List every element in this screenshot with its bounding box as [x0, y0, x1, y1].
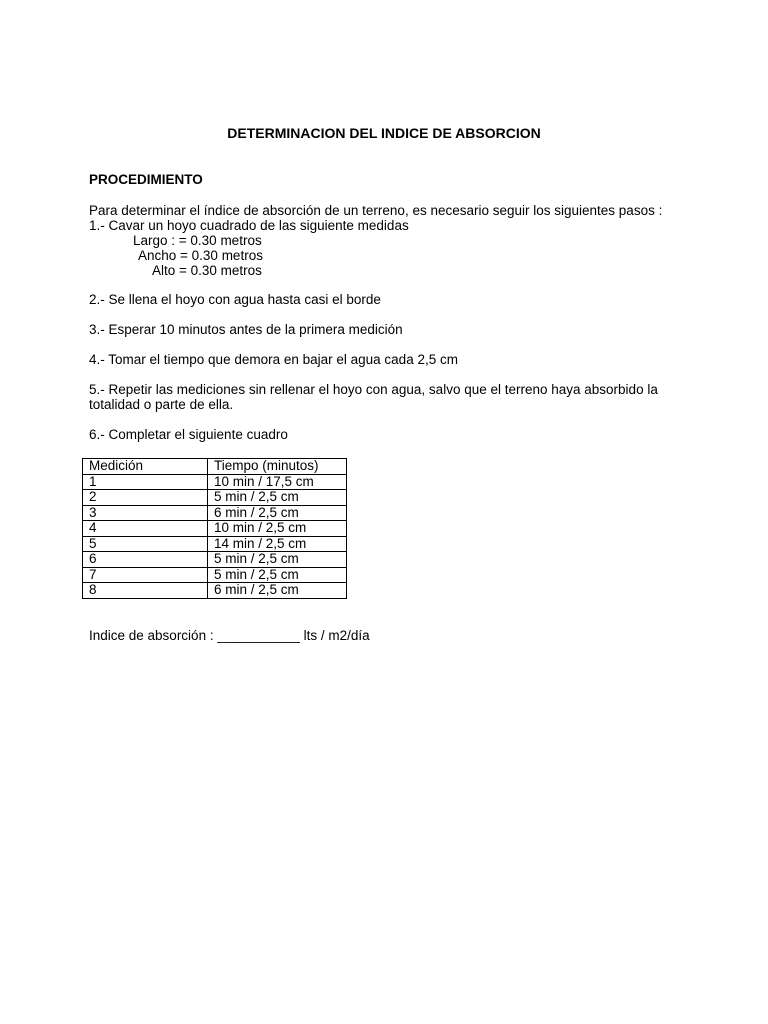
table-header-cell: Tiempo (minutos)	[208, 459, 347, 475]
table-cell: 3	[83, 505, 208, 521]
table-row	[83, 583, 347, 599]
table-row	[83, 490, 347, 506]
section-heading: PROCEDIMIENTO	[89, 172, 203, 187]
table-row	[83, 536, 347, 552]
step-2: 2.- Se llena el hoyo con agua hasta casi el borde	[89, 292, 381, 307]
measurements-table	[82, 458, 347, 599]
table-row	[83, 552, 347, 568]
dimension-ancho: Ancho = 0.30 metros	[138, 248, 263, 263]
table-header-cell: Medición	[83, 459, 208, 475]
table-cell: 6	[83, 552, 208, 568]
table-cell: 10 min / 17,5 cm	[208, 474, 347, 490]
table-row	[83, 505, 347, 521]
table-cell: 6 min / 2,5 cm	[208, 583, 347, 599]
table-cell: 5	[83, 536, 208, 552]
document-title: DETERMINACION DEL INDICE DE ABSORCION	[227, 125, 541, 141]
step-5-line-1: 5.- Repetir las mediciones sin rellenar el hoyo con agua, salvo que el terreno haya absorbido la	[89, 382, 658, 397]
table-cell: 8	[83, 583, 208, 599]
step-4: 4.- Tomar el tiempo que demora en bajar el agua cada 2,5 cm	[89, 352, 458, 367]
dimension-alto: Alto = 0.30 metros	[152, 263, 262, 278]
step-1: 1.- Cavar un hoyo cuadrado de las siguiente medidas	[89, 218, 409, 233]
step-3: 3.- Esperar 10 minutos antes de la primera medición	[89, 322, 403, 337]
step-6: 6.- Completar el siguiente cuadro	[89, 427, 288, 442]
dimension-largo: Largo : = 0.30 metros	[133, 233, 262, 248]
table-cell: 7	[83, 567, 208, 583]
table-cell: 6 min / 2,5 cm	[208, 505, 347, 521]
intro-paragraph: Para determinar el índice de absorción de un terreno, es necesario seguir los siguientes pasos :	[89, 203, 663, 218]
table-cell: 14 min / 2,5 cm	[208, 536, 347, 552]
table-cell: 5 min / 2,5 cm	[208, 567, 347, 583]
table-header-row	[83, 459, 347, 475]
table-row	[83, 567, 347, 583]
table-cell: 2	[83, 490, 208, 506]
table-cell: 10 min / 2,5 cm	[208, 521, 347, 537]
table-row	[83, 474, 347, 490]
table-cell: 1	[83, 474, 208, 490]
table-cell: 5 min / 2,5 cm	[208, 552, 347, 568]
table-cell: 5 min / 2,5 cm	[208, 490, 347, 506]
table-row	[83, 521, 347, 537]
step-5-line-2: totalidad o parte de ella.	[89, 397, 234, 412]
table-cell: 4	[83, 521, 208, 537]
absorption-index-line: Indice de absorción : ___________ lts / m2/día	[89, 628, 370, 643]
